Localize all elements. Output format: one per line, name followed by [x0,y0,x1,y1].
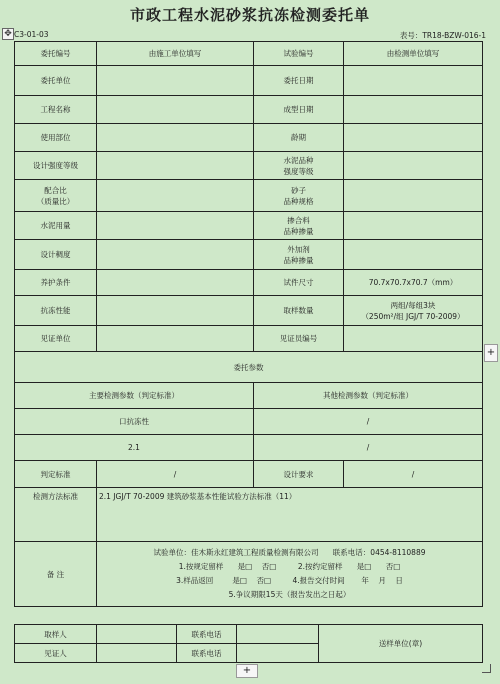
design-label: 设计要求 [254,461,344,488]
right-value[interactable] [344,240,483,270]
right-label: 成型日期 [254,96,344,124]
form-row [15,180,483,212]
form-row [15,152,483,180]
left-value[interactable] [97,66,254,96]
witness-value[interactable] [97,644,177,663]
add-column-button[interactable]: + [484,344,498,362]
right-label: 龄期 [254,124,344,152]
right-value[interactable] [344,326,483,352]
left-label: 设计强度等级 [15,152,97,180]
sampler-label: 取样人 [15,625,97,644]
left-label: 见证单位 [15,326,97,352]
left-label: 设计稠度 [15,240,97,270]
resize-handle-icon[interactable] [482,664,491,673]
right-label: 外加剂 品种掺量 [254,240,344,270]
form-row [15,326,483,352]
form-code: C3-01-03 [14,30,49,39]
right-label: 委托日期 [254,66,344,96]
left-label: 委托单位 [15,66,97,96]
left-value[interactable] [97,240,254,270]
form-row [15,270,483,296]
form-row [15,66,483,96]
sender-unit-label: 送样单位(章) [319,625,483,663]
judgement-label: 判定标准 [15,461,97,488]
form-row [15,124,483,152]
left-label: 配合比 （质量比） [15,180,97,212]
left-value[interactable] [97,326,254,352]
remarks-line: 3.样品返回 是□ 否□ 4.报告交付时间 年 月 日 [176,576,403,585]
main-params-header: 主要检测参数（判定标准） [15,383,254,409]
right-label: 试验编号 [254,42,344,66]
witness-label: 见证人 [15,644,97,663]
form-row [15,96,483,124]
left-value[interactable] [97,152,254,180]
right-value[interactable] [344,96,483,124]
right-value[interactable]: 70.7x70.7x70.7（mm） [344,270,483,296]
remarks-line: 试验单位：佳木斯永红建筑工程质量检测有限公司 联系电话：0454-8110889 [153,548,426,557]
remarks-line: 1.按规定留样 是□ 否□ 2.按约定留样 是□ 否□ [178,562,401,571]
remarks-line: 5.争议期限15天（报告发出之日起） [228,590,351,599]
signature-table [14,624,483,663]
right-value[interactable] [344,180,483,212]
other-params-header: 其他检测参数（判定标准） [254,383,483,409]
right-label: 取样数量 [254,296,344,326]
right-label: 水泥品种 强度等级 [254,152,344,180]
right-label: 试件尺寸 [254,270,344,296]
left-label: 养护条件 [15,270,97,296]
right-label: 见证员编号 [254,326,344,352]
left-value[interactable] [97,180,254,212]
right-value[interactable]: 两组/每组3块 （250m²/组 JGJ/T 70-2009） [344,296,483,326]
right-value[interactable]: 由检测单位填写 [344,42,483,66]
params-section-title: 委托参数 [15,352,483,383]
form-row [15,240,483,270]
design-value[interactable]: / [344,461,483,488]
add-row-button[interactable]: + [236,664,258,678]
sampler-value[interactable] [97,625,177,644]
other-param-2[interactable]: / [254,435,483,461]
remarks-label: 备 注 [15,542,97,607]
method-label: 检测方法标准 [15,488,97,542]
left-value[interactable] [97,96,254,124]
right-label: 掺合料 品种掺量 [254,212,344,240]
remarks-content[interactable] [97,542,483,607]
left-value[interactable] [97,212,254,240]
form-number: 表号：TR18-BZW-016-1 [399,31,486,40]
form-row [15,42,483,66]
left-label: 使用部位 [15,124,97,152]
form-row [15,296,483,326]
left-label: 水泥用量 [15,212,97,240]
witness-contact-label: 联系电话 [177,644,237,663]
page-title: 市政工程水泥砂浆抗冻检测委托单 [129,6,370,24]
left-value[interactable] [97,270,254,296]
move-icon[interactable]: ✥ [2,28,14,40]
method-value[interactable]: 2.1 JGJ/T 70-2009 建筑砂浆基本性能试验方法标准（11） [97,488,483,542]
witness-contact-value[interactable] [237,644,319,663]
sampler-contact-label: 联系电话 [177,625,237,644]
left-value[interactable] [97,296,254,326]
main-param-2[interactable]: 2.1 [15,435,254,461]
right-value[interactable] [344,66,483,96]
left-label: 抗冻性能 [15,296,97,326]
right-label: 砂子 品种规格 [254,180,344,212]
sampler-contact-value[interactable] [237,625,319,644]
other-param-1[interactable]: / [254,409,483,435]
left-label: 委托编号 [15,42,97,66]
left-value[interactable]: 由施工单位填写 [97,42,254,66]
right-value[interactable] [344,212,483,240]
form-row [15,212,483,240]
main-param-1[interactable]: 口抗冻性 [15,409,254,435]
left-value[interactable] [97,124,254,152]
left-label: 工程名称 [15,96,97,124]
right-value[interactable] [344,124,483,152]
right-value[interactable] [344,152,483,180]
judgement-value[interactable]: / [97,461,254,488]
commission-form-table [14,41,483,607]
